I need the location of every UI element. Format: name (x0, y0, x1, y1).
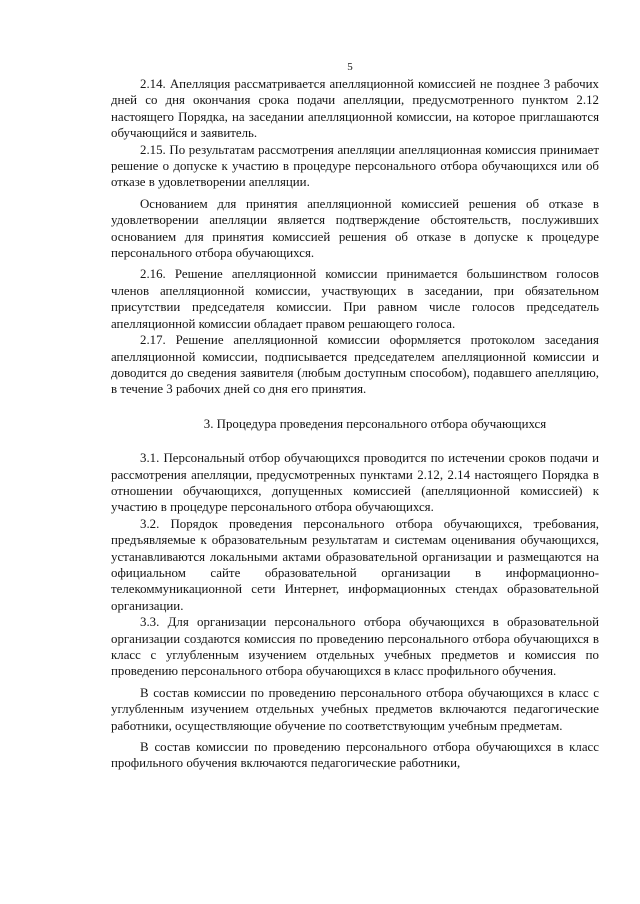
paragraph-refusal-grounds: Основанием для принятия апелляционной комиссией решения об отказе в удовлетворении апелляции является подтверждение обстоятельств, послуживших основанием для принятия комиссией решения об отказе в допуске к процедуре персонального отбора обучающихся. (111, 196, 599, 261)
paragraph-commission-profile: В состав комиссии по проведению персонального отбора обучающихся в класс профильного обучения включаются педагогические работники, (111, 740, 599, 771)
page-number: 5 (347, 61, 353, 73)
paragraph-3-3: 3.3. Для организации персонального отбора обучающихся в образовательной организации создаются комиссия по проведению персонального отбора обучающихся в класс с углубленным изучением отдельных учебных предметов и комиссия по проведению персонального отбора обучающихся в класс профильного обучения. (111, 615, 599, 679)
paragraph-3-2: 3.2. Порядок проведения персонального отбора обучающихся, требования, предъявляемые к образовательным результатам и системам оценивания обучающихся, устанавливаются локальными актами образовательной организации и размещаются на официальном сайте образовательной организации в информационно-телекоммуникационной сети Интернет, информационных стендах образовательной организации. (111, 516, 599, 613)
section-heading: 3. Процедура проведения персонального отбора обучающихся (203, 416, 547, 431)
paragraph-2-14: 2.14. Апелляция рассматривается апелляционной комиссией не позднее 3 рабочих дней со дня окончания срока подачи апелляции, предусмотренного пунктом 2.12 настоящего Порядка, на заседании апелляционной комиссии, на которое приглашаются обучающийся и заявитель. (111, 77, 599, 141)
paragraph-commission-in-depth: В состав комиссии по проведению персонального отбора обучающихся в класс с углубленным изучением отдельных учебных предметов включаются педагогические работники, осуществляющие обучение по соответствующим учебным предметам. (111, 685, 599, 733)
document-body (111, 76, 599, 772)
paragraph-2-15: 2.15. По результатам рассмотрения апелляции апелляционная комиссия принимает решение о допуске к участию в процедуре персонального отбора обучающихся или об отказе в удовлетворении апелляции. (111, 142, 599, 190)
paragraph-3-1: 3.1. Персональный отбор обучающихся проводится по истечении сроков подачи и рассмотрения апелляции, предусмотренных пунктами 2.12, 2.14 настоящего Порядка в отношении обучающихся, допущенных комиссией (апелляционной комиссией) к участию в процедуре персонального отбора обучающихся. (111, 451, 599, 515)
paragraph-2-17: 2.17. Решение апелляционной комиссии оформляется протоколом заседания апелляционной комиссии, подписывается председателем апелляционной комиссии и доводится до сведения заявителя (любым доступным способом), подавшего апелляцию, в течение 3 рабочих дней со дня его принятия. (111, 333, 599, 397)
paragraph-2-16: 2.16. Решение апелляционной комиссии принимается большинством голосов членов апелляционной комиссии, участвующих в заседании, при обязательном присутствии председателя комиссии. При равном числе голосов председатель апелляционной комиссии обладает правом решающего голоса. (111, 267, 599, 331)
